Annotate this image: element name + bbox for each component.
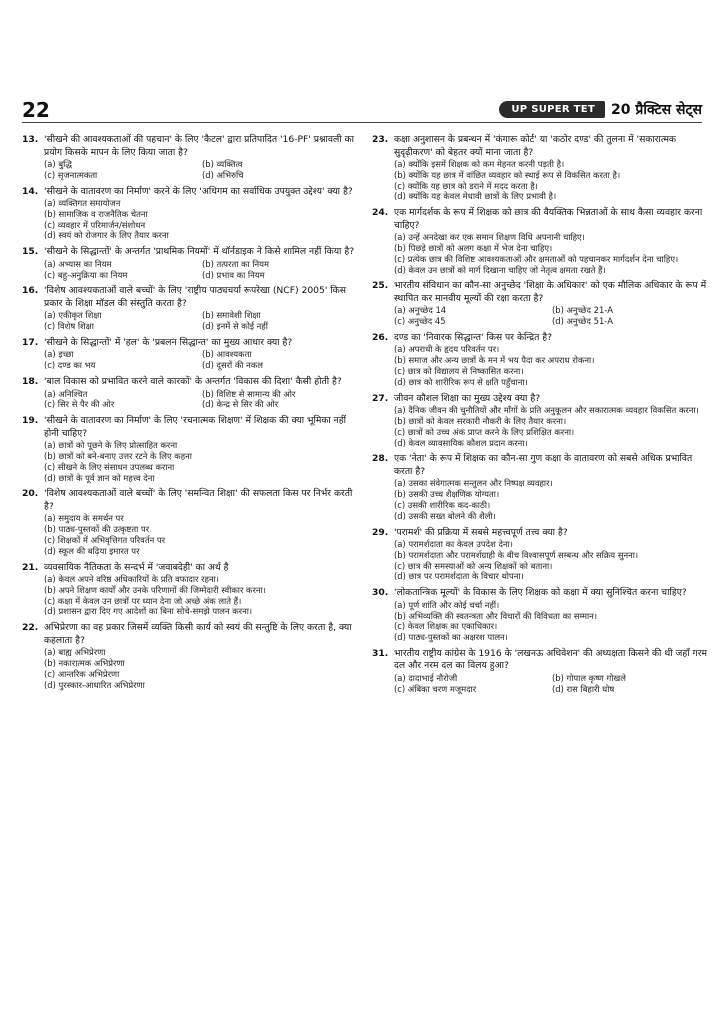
- options: [372, 539, 710, 582]
- answer-option: (c) बहु-अनुक्रिया का नियम: [44, 269, 128, 280]
- answer-option: (c) छात्र को विद्यालय से निष्कासित करना।: [394, 366, 524, 377]
- question: [372, 648, 710, 695]
- answer-option: (a) इच्छा: [44, 349, 74, 360]
- answer-option: (d) प्रभाव का नियम: [202, 269, 265, 280]
- question-number: 15.: [22, 246, 39, 258]
- answer-option: (a) बाह्य अभिप्रेरणा: [44, 647, 106, 658]
- answer-option: (a) केवल अपने वरिष्ठ अधिकारियों के प्रति वफादार रहना।: [44, 574, 219, 585]
- question-stem: [22, 488, 360, 513]
- question-stem: [372, 587, 710, 600]
- answer-option: (c) अनुच्छेद 45: [394, 316, 446, 327]
- answer-option: (d) इनमें से कोई नहीं: [202, 321, 268, 332]
- question: [22, 415, 360, 483]
- question-text: 'सीखने के वातावरण का निर्माण' के लिए 'रचनात्मक शिक्षण' में शिक्षक की क्या भूमिका नहीं होनी चाहिए?: [44, 415, 347, 439]
- answer-option: (c) सिर से पैर की ओर: [44, 399, 115, 410]
- question-text: भारतीय संविधान का कौन-सा अनुच्छेद 'शिक्षा के अधिकार' को एक मौलिक अधिकार के रूप में स्थापित कर मानवीय मूल्यों की रक्षा करता है?: [394, 280, 707, 304]
- question-text: 'विशेष आवश्यकताओं वाले बच्चों' के लिए 'राष्ट्रीय पाठ्यचर्या रूपरेखा (NCF) 2005' किस प्रकार के शिक्षा मॉडल की संस्तुति करता है?: [44, 285, 346, 309]
- question-text: 'सीखने के सिद्धान्तों' के अन्तर्गत 'प्राथमिक नियमों' में थॉर्नडाइक ने किसे शामिल नहीं किया है?: [44, 246, 355, 258]
- answer-option: (d) प्रशासन द्वारा दिए गए आदेशों का बिना सोचे-समझे पालन करना।: [44, 606, 253, 617]
- answer-option: (c) क्योंकि यह छात्र को डराने में मदद करता है।: [394, 180, 538, 191]
- question-number: 19.: [22, 415, 39, 427]
- question-number: 25.: [372, 280, 389, 292]
- question-number: 18.: [22, 376, 39, 388]
- question: [22, 186, 360, 242]
- answer-option: (a) एकीकृत शिक्षा: [44, 310, 102, 321]
- question-stem: [372, 134, 710, 159]
- question-stem: [22, 562, 360, 575]
- question-text: एक मार्गदर्शक के रूप में शिक्षक को छात्र की वैयक्तिक भिन्नताओं के साथ कैसा व्यवहार करना चाहिए?: [394, 207, 703, 231]
- question-text: 'विशेष आवश्यकताओं वाले बच्चों' के लिए 'समन्वित शिक्षा' की सफलता किस पर निर्भर करती है?: [44, 488, 353, 512]
- question: [22, 337, 360, 371]
- question: [22, 246, 360, 280]
- question: [372, 587, 710, 643]
- answer-option: (a) अभ्यास का नियम: [44, 258, 112, 269]
- question-stem: [372, 453, 710, 478]
- answer-option: (c) प्रत्येक छात्र की विशिष्ट आवश्यकताओं और क्षमताओं को पहचानकर मार्गदर्शन देना चाहिए।: [394, 253, 679, 264]
- answer-option: (d) दूसरों की नकल: [202, 360, 263, 371]
- answer-option: (d) छात्रों के पूर्व ज्ञान को महत्त्व देना: [44, 472, 155, 483]
- answer-option: (b) पिछड़े छात्रों को अलग कक्षा में भेज देना चाहिए।: [394, 242, 553, 253]
- answer-option: (c) दण्ड का भय: [44, 360, 96, 371]
- answer-option: (b) छात्रों को केवल सरकारी नौकरी के लिए तैयार करना।: [394, 415, 567, 426]
- answer-option: (a) क्योंकि इसमें शिक्षक को कम मेहनत करनी पड़ती है।: [394, 159, 565, 169]
- options: [372, 478, 710, 521]
- question-number: 28.: [372, 453, 389, 465]
- question: [372, 527, 710, 583]
- options: [22, 440, 360, 483]
- answer-option: (d) स्वयं को रोजगार के लिए तैयार करना: [44, 230, 169, 241]
- question-text: कक्षा अनुशासन के प्रबन्धन में 'कंगारू कोर्ट' या 'कठोर दण्ड' की तुलना में 'सकारात्मक सुदृढ़ीकरण' को बेहतर क्यों माना जाता है?: [394, 134, 676, 158]
- answer-option: (c) केवल शिक्षक का एकाधिकार।: [394, 621, 498, 632]
- answer-option: (d) छात्र को शारीरिक रूप से क्षति पहुँचाना।: [394, 376, 528, 387]
- answer-option: (b) आवश्यकता: [202, 349, 252, 360]
- question-stem: [22, 285, 360, 310]
- answer-option: (a) बुद्धि: [44, 159, 72, 169]
- options: [372, 232, 710, 275]
- answer-option: (d) रास बिहारी घोष: [552, 683, 615, 694]
- question-text: 'परामर्श' की प्रक्रिया में सबसे महत्त्वपूर्ण तत्त्व क्या है?: [394, 526, 568, 538]
- answer-option: (c) आन्तरिक अभिप्रेरणा: [44, 668, 120, 679]
- question: [372, 134, 710, 202]
- answer-option: (d) क्योंकि यह केवल मेधावी छात्रों के लिए प्रभावी है।: [394, 191, 557, 202]
- question-stem: [22, 186, 360, 199]
- question-number: 31.: [372, 647, 389, 659]
- brand-badge: UP SUPER TET: [499, 101, 605, 118]
- options: [22, 349, 360, 371]
- question-number: 30.: [372, 587, 389, 599]
- question-text: जीवन कौशल शिक्षा का मुख्य उद्देश्य क्या है?: [394, 392, 541, 404]
- answer-option: (b) अपने शिक्षण कार्यों और उनके परिणामों की जिम्मेदारी स्वीकार करना।: [44, 584, 266, 595]
- right-column: [372, 134, 710, 700]
- question-stem: [372, 393, 710, 406]
- answer-option: (d) केन्द्र से सिर की ओर: [202, 399, 279, 410]
- answer-option: (c) छात्र की समस्याओं को अन्य शिक्षकों को बताना।: [394, 560, 553, 571]
- question-number: 22.: [22, 622, 39, 634]
- answer-option: (d) छात्र पर परामर्शदाता के विचार थोपना।: [394, 571, 524, 582]
- question-text: व्यवसायिक नैतिकता के सन्दर्भ में 'जवाबदेही' का अर्थ है: [44, 561, 229, 573]
- options: [22, 574, 360, 617]
- answer-option: (c) उसकी शारीरिक कद-काठी।: [394, 499, 491, 510]
- question-text: 'बाल विकास को प्रभावित करने वाले कारकों' के अन्तर्गत 'विकास की दिशा' कैसी होती है?: [44, 376, 342, 388]
- answer-option: (b) गोपाल कृष्ण गोखले: [552, 672, 626, 683]
- answer-option: (d) अनुच्छेद 51-A: [552, 316, 614, 327]
- options: [22, 259, 360, 281]
- answer-option: (a) समुदाय के समर्थन पर: [44, 513, 124, 524]
- options: [22, 159, 360, 181]
- question: [22, 622, 360, 690]
- question: [22, 488, 360, 556]
- answer-option: (b) समाज और अन्य छात्रों के मन में भय पैदा कर अपराध रोकना।: [394, 355, 595, 366]
- options: [22, 389, 360, 411]
- question-stem: [22, 337, 360, 350]
- question: [22, 134, 360, 181]
- question: [372, 393, 710, 449]
- answer-option: (c) व्यवहार में परिमार्जन/संशोधन: [44, 219, 146, 230]
- question-number: 13.: [22, 134, 39, 145]
- question-number: 16.: [22, 285, 39, 297]
- question-text: 'सीखने के वातावरण का निर्माण' करने के लिए 'अधिगम का सर्वाधिक उपयुक्त उद्देश्य' क्या है?: [44, 185, 353, 197]
- question: [372, 453, 710, 521]
- answer-option: (b) परामर्शदाता और परामर्शग्राही के बीच विश्वासपूर्ण सम्बन्ध और सक्रिय सुनना।: [394, 549, 639, 560]
- question-text: एक 'नेता' के रूप में शिक्षक का कौन-सा गुण कक्षा के वातावरण को सबसे अधिक प्रभावित करता है?: [394, 453, 693, 477]
- page-header: [22, 98, 702, 132]
- answer-option: (a) छात्रों को पूछने के लिए प्रोत्साहित करना: [44, 440, 178, 451]
- options: [372, 159, 710, 202]
- answer-option: (b) क्योंकि यह छात्र में वांछित व्यवहार को स्थाई रूप से विकसित करता है।: [394, 169, 621, 180]
- question: [22, 285, 360, 332]
- question: [372, 207, 710, 275]
- answer-option: (c) छात्रों को उच्च अंक प्राप्त करने के लिए प्रशिक्षित करना।: [394, 426, 575, 437]
- options: [22, 647, 360, 690]
- question-number: 26.: [372, 331, 389, 343]
- answer-option: (d) उसकी सख्त बोलने की शैली।: [394, 510, 496, 521]
- answer-option: (a) पूर्ण शांति और कोई चर्चा नहीं।: [394, 599, 500, 610]
- header-title: 20 प्रैक्टिस सेट्स: [611, 102, 702, 118]
- answer-option: (b) पाठ्य-पुस्तकों की उत्कृष्टता पर: [44, 524, 150, 535]
- options: [22, 310, 360, 332]
- question: [372, 280, 710, 327]
- answer-option: (a) उसका संवेगात्मक सन्तुलन और निष्पक्ष व्यवहार।: [394, 478, 553, 489]
- answer-option: (a) परामर्शदाता का केवल उपदेश देना।: [394, 539, 513, 550]
- question-number: 24.: [372, 207, 389, 219]
- question-stem: [22, 246, 360, 259]
- options: [372, 344, 710, 387]
- question-stem: [372, 648, 710, 673]
- question-stem: [22, 622, 360, 647]
- answer-option: (c) कक्षा में केवल उन छात्रों पर ध्यान देना जो अच्छे अंक लाते हैं।: [44, 595, 242, 606]
- question-stem: [22, 415, 360, 440]
- answer-option: (b) छात्रों को बने-बनाए उत्तर रटने के लिए कहना: [44, 450, 192, 461]
- answer-option: (d) स्कूल की बढ़िया इमारत पर: [44, 545, 140, 556]
- answer-option: (b) उसकी उच्च शैक्षणिक योग्यता।: [394, 489, 500, 500]
- answer-option: (c) अंबिका चरण मजूमदार: [394, 683, 477, 694]
- question-stem: [22, 376, 360, 389]
- answer-option: (b) अनुच्छेद 21-A: [552, 305, 614, 316]
- answer-option: (c) विशेष शिक्षा: [44, 321, 94, 332]
- header-right: [499, 100, 702, 119]
- options: [22, 198, 360, 241]
- question-text: दण्ड का 'निवारक सिद्धान्त' किस पर केन्द्रित है?: [394, 331, 553, 343]
- answer-option: (d) पुरस्कार-आधारित अभिप्रेरणा: [44, 679, 145, 690]
- options: [372, 305, 710, 327]
- answer-option: (d) केवल उन छात्रों को मार्ग दिखाना चाहिए जो नेतृत्व क्षमता रखते हैं।: [394, 264, 606, 275]
- question-number: 23.: [372, 134, 389, 145]
- question-stem: [372, 207, 710, 232]
- question-text: 'सीखने के सिद्धान्तों' में 'हल' के 'प्रबलन सिद्धान्त' का मुख्य आधार क्या है?: [44, 336, 293, 348]
- answer-option: (c) सृजनात्मकता: [44, 169, 98, 180]
- answer-option: (a) दैनिक जीवन की चुनौतियों और माँगों के प्रति अनुकूलन और सकारात्मक व्यवहार विकसित करना।: [394, 405, 699, 416]
- question: [22, 562, 360, 618]
- answer-option: (c) शिक्षकों में अभिवृत्तिगत परिवर्तन पर: [44, 534, 166, 545]
- answer-option: (b) नकारात्मक अभिप्रेरणा: [44, 658, 125, 669]
- question-number: 21.: [22, 561, 39, 573]
- answer-option: (d) केवल व्यावसायिक कौशल प्रदान करना।: [394, 437, 528, 448]
- answer-option: (b) तत्परता का नियम: [202, 258, 270, 269]
- question-text: 'सीखने की आवश्यकताओं की पहचान' के लिए 'कैटल' द्वारा प्रतिपादित '16-PF' प्रश्नावली का प्रयोग किसके मापन के लिए किया जाता है?: [44, 134, 354, 158]
- options: [22, 513, 360, 556]
- question-text: 'लोकतान्त्रिक मूल्यों' के विकास के लिए शिक्षक को कक्षा में क्या सुनिश्चित करना चाहिए?: [394, 587, 687, 599]
- question-number: 27.: [372, 392, 389, 404]
- question-stem: [372, 280, 710, 305]
- answer-option: (a) उन्हें अनदेखा कर एक समान शिक्षण विधि अपनानी चाहिए।: [394, 232, 585, 243]
- left-column: [22, 134, 360, 695]
- header-divider: [22, 122, 702, 123]
- answer-option: (b) सामाजिक व राजनैतिक चेतना: [44, 208, 148, 219]
- answer-option: (c) सीखने के लिए संसाधन उपलब्ध कराना: [44, 461, 175, 472]
- answer-option: (b) व्यक्तित्व: [202, 159, 243, 169]
- answer-option: (a) अनिश्चित: [44, 388, 88, 399]
- options: [372, 405, 710, 448]
- question-number: 14.: [22, 185, 39, 197]
- question-text: अभिप्रेरणा का वह प्रकार जिसमें व्यक्ति किसी कार्य को स्वयं की सन्तुष्टि के लिए करता है, क्या कहलाता है?: [44, 622, 352, 646]
- page-number: 22: [22, 98, 50, 122]
- options: [372, 600, 710, 643]
- answer-option: (b) समावेशी शिक्षा: [202, 310, 261, 321]
- answer-option: (a) व्यक्तिगत समायोजन: [44, 198, 121, 209]
- question: [372, 332, 710, 388]
- options: [372, 673, 710, 695]
- answer-option: (a) अपराधी के हृदय परिवर्तन पर।: [394, 344, 500, 355]
- answer-option: (a) अनुच्छेद 14: [394, 305, 447, 316]
- answer-option: (d) पाठ्य-पुस्तकों का अक्षरश पालन।: [394, 632, 508, 643]
- question-stem: [372, 527, 710, 540]
- answer-option: (a) दादाभाई नौरोजी: [394, 672, 458, 683]
- question-number: 29.: [372, 526, 389, 538]
- question-text: भारतीय राष्ट्रीय कांग्रेस के 1916 के 'लखनऊ अधिवेशन' की अध्यक्षता किसने की थी जहाँ गरम दल और नरम दल का विलय हुआ?: [394, 647, 707, 672]
- question: [22, 376, 360, 410]
- question-stem: [372, 332, 710, 345]
- question-number: 20.: [22, 488, 39, 500]
- answer-option: (b) अभिव्यक्ति की स्वतन्त्रता और विचारों की विविधता का सम्मान।: [394, 610, 598, 621]
- question-number: 17.: [22, 336, 39, 348]
- answer-option: (b) विशिष्ट से सामान्य की ओर: [202, 388, 296, 399]
- question-stem: [22, 134, 360, 159]
- answer-option: (d) अभिरुचि: [202, 169, 244, 180]
